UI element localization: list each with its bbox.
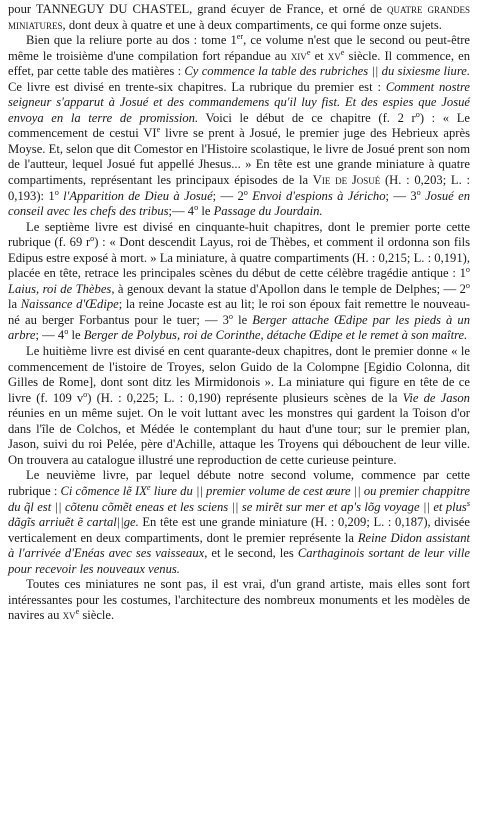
text-segment: Reine Didon assistant à l'arrivée d'Enéas avec ses vaisseaux [8,530,470,561]
text-segment: Bien que la reliure porte au dos : tome 1 [26,33,237,48]
text-segment: Josué en conseil avec les chefs des tribus [8,188,470,219]
paragraph [8,220,470,344]
text-segment: Vie de Jason [402,390,470,405]
text-segment: Cy commence la table des rubriches || du sixiesme liure. [184,64,470,79]
paragraph [8,344,470,468]
text-segment: ) (H. : 0,225; L. : 0,190) représente plusieurs scènes de la [87,390,403,405]
text-segment: Comment nostre seigneur s'apparut à Josué et des commandemens qu'il luy fist. Et des espies que Josué envoya en la terre de promission. [8,79,470,125]
text-segment: pour TANNEGUY DU CHASTEL, grand écuyer de France, et orné de [8,2,387,16]
text-segment: le [198,204,214,219]
superscript-text: s [466,498,470,508]
superscript-text: e [75,607,80,617]
document-page [8,2,470,624]
text-segment: Voici le début de ce chapitre (f. 2 r [198,110,416,125]
superscript-text: o [90,234,95,244]
superscript-text: o [54,187,59,197]
text-segment: xv [327,48,341,63]
text-segment: Le septième livre est divisé en cinquante-huit chapitres, dont le premier porte cette rubrique (f. 69 r [8,219,470,250]
superscript-text: e [306,47,311,57]
superscript-text: e [156,125,161,135]
text-segment: et [310,48,328,63]
superscript-text: e [340,47,345,57]
superscript-text: o [64,327,69,337]
text-segment: la [8,297,21,312]
text-segment: le [68,328,84,343]
text-segment: (H. : 0,203; L. : 0,193): 1 [8,173,470,203]
text-segment: ;— 4 [168,204,195,219]
text-segment: Ce livre est divisé en trente-six chapitres. La rubrique du premier est : [8,79,386,94]
text-segment: Laius, roi de Thèbes [8,281,112,296]
text-segment: réunies en un même sujet. On le voit luttant avec les monstres qui gardent la Toison d'or dans l'île de Colchos, et Médée le contemplant du haut d'une tour; sur le premier plan, Jason, suivi du roi Pelée, père d'Achille, attaque les Troyens qui débouchent de leur ville. On trouvera au catalogue illustré une reproduction de cette curieuse peinture. [8,406,470,467]
text-segment: Carthaginois sortant de leur ville pour recevoir les nouveaux venus. [8,546,470,576]
superscript-text: o [416,187,421,197]
text-segment: Ci cõmence lẽ IX [60,483,147,498]
text-segment: ) : « Dont descendit Layus, roi de Thèbes, et comment il ordonna son fils Edipus estre exposé à mort. » La miniature, à quatre compartiments (H. : 0,215; L. : 0,191), placée en tête, retrace les principales scènes du début de cette célèbre tragédie antique : 1 [8,235,470,281]
text-segment: Envoi d'espions à Jéricho [252,188,386,203]
paragraph [8,2,470,33]
paragraph [8,33,470,220]
text-segment: liure du || premier volume de cest œure || ou premier chappitre du q̃l est || cõtenu cõmẽt eneas et les sciens || se mirẽt sur mer et ap's lõg voyage || et plus [8,483,470,514]
text-segment: Vie de Josué [312,173,381,188]
text-segment: quatre grandes miniatures [8,2,470,32]
text-segment: le [233,312,253,327]
text-segment: Le neuvième livre, par lequel débute notre second volume, commence par cette rubrique : [8,468,470,498]
text-segment: Berger attache Œdipe par les pieds à un arbre [8,312,470,343]
superscript-text: o [465,280,471,290]
superscript-text: e [146,482,151,492]
text-segment: Berger de Polybus, roi de Corinthe, détache Œdipe et le remet à son maître. [83,328,468,343]
superscript-text: er [236,31,244,41]
text-segment: , à genoux devant la statue d'Apollon dans le temple de Delphes; — 2 [111,281,466,296]
text-segment: livre se prent à Josué, le premier juge des Hebrieux après Moyse. Et, selon que dit Comestor en l'Histoire scolastique, le livre de Josué prent son nom de l'autteur, lequel Josué fut appellé Jhesus... » En tête est une grande miniature à quatre compartiments, représentant les principaux épisodes de la [8,126,470,188]
text-segment: Le huitième livre est divisé en cent quarante-deux chapitres, dont le premier donne « le commencement de l'istoire de Troyes, selon Guido de la Colompne [Egidio Colonna, dit Gilles de Rome], dont sont ditz les Mirmidonois ». La miniature qui figure en tête de ce livre (f. 109 v [8,344,470,405]
text-segment: xv [62,608,76,623]
text-segment: dãgĩs arriuẽt ẽ cartal||ge. [8,515,139,530]
text-segment: Naissance d'Œdipe [20,297,119,312]
text-segment: Passage du Jourdain. [213,204,323,219]
text-segment: En tête est une grande miniature (H. : 0,209; L. : 0,187), divisée verticalement en deux compartiments, dont le premier représente la [8,515,470,545]
text-segment: , dont deux à quatre et une à deux compartiments, ce qui forme onze sujets. [62,17,442,32]
superscript-text: o [415,109,420,119]
text-segment: ) : « Le commencement de cestui VI [8,110,471,141]
text-segment: ; — 4 [35,328,65,343]
text-segment: siècle. [79,608,115,623]
text-segment: ; — 3 [385,188,417,203]
superscript-text: o [465,265,470,275]
text-segment: l'Apparition de Dieu à Josué [63,188,213,203]
superscript-text: o [243,187,248,197]
text-segment: ; — 2 [212,188,244,203]
paragraph [8,468,470,577]
superscript-text: o [194,202,199,212]
text-segment: Toutes ces miniatures ne sont pas, il est vrai, d'un grand artiste, mais elles sont fort intéressantes pour les costumes, l'architecture des nombreux monuments et les modèles de navires au [8,577,470,623]
superscript-text: o [83,389,88,399]
text-segment: xiv [290,48,307,63]
text-segment: siècle. Il commence, en effet, par cette table des matières : [8,48,470,79]
text-segment: ; la reine Jocaste est au lit; le roi son époux fait remettre le nouveau-né au berger Forbantus pour le tuer; — 3 [8,297,470,327]
text-segment: , ce volume n'est que le second ou peut-être même le troisième d'une compilation fort répandue au [8,33,470,63]
paragraph [8,577,470,624]
text-segment: , et le second, les [204,546,298,561]
superscript-text: o [228,311,234,321]
